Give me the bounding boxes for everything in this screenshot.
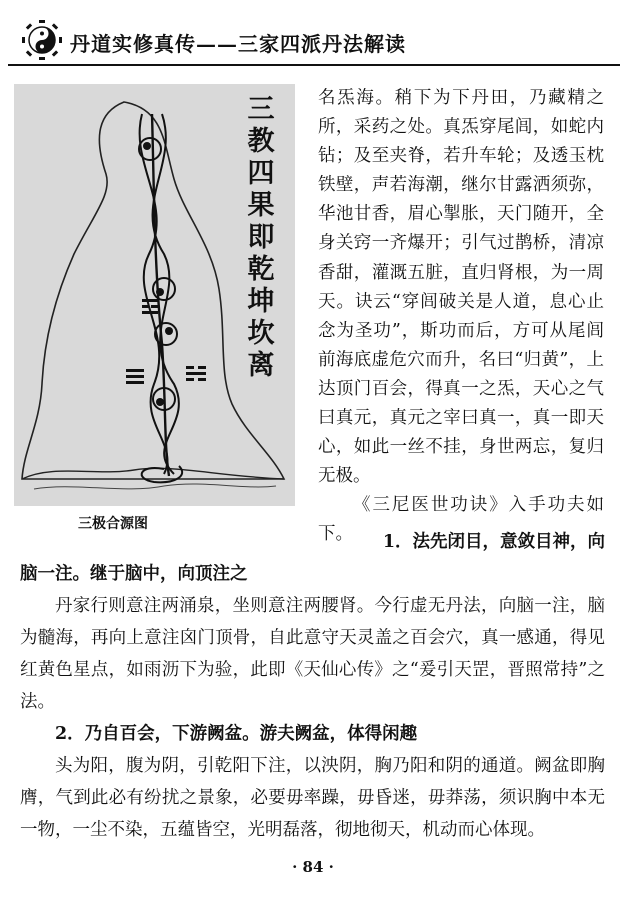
page-number: · 84 · [292,858,334,876]
taiji-icon [22,20,62,60]
point-1-title-line1: 1．法先闭目，意敛目神，向 [382,532,605,552]
header-divider [8,64,620,66]
intro-line: 《三尼医世功诀》入手功夫如下。 [318,495,604,545]
point-1-section [20,526,605,718]
point-2-title: 2．乃自百会，下游阙盆。游夫阙盆，体得闲趣 [55,724,418,744]
page-header-title: 丹道实修真传——三家四派丹法解读 [70,32,406,56]
point-2-body: 头为阳，腹为阴，引乾阳下注，以泱阴，胸乃阳和阴的通道。阙盆即胸膺，气到此必有纷扰之景象，必要毋率躁，毋昏迷，毋莽荡，须识胸中本无一物，一尘不染，五蕴皆空，光明磊落，彻地彻天，机动而心体现。 [20,756,605,840]
illustration-figure [14,84,295,506]
figure-vertical-text: 三教四果即乾坤坎离 [247,94,275,381]
side-column-text [318,84,604,550]
figure-caption: 三极合源图 [78,516,148,532]
side-paragraph: 名炁海。稍下为下丹田，乃藏精之所，采药之处。真炁穿尾闾，如蛇内钻；及至夹脊，若升车轮；及透玉枕铁壁，声若海潮，继尔甘露洒须弥，华池甘香，眉心掣胀，天门随开，全身关窍一齐爆开；引气过鹊桥，清凉香甜，灌溉五脏，直归肾根，为一周天。诀云“穿闾破关是人道，息心止念为圣功”，斯功而后，方可从尾闾前海底虚危穴而升，名曰“归黄”，上达顶门百会，得真一之炁，天心之气曰真元，真元之宰曰真一，真一即天心，如此一丝不挂，身世两忘，复归无极。 [318,88,604,487]
page-header [8,14,608,64]
point-2-section [20,718,605,846]
point-1-title-line2: 脑一注。继于脑中，向顶注之 [20,564,248,584]
point-1-body: 丹家行则意注两涌泉，坐则意注两腰肾。今行虚无丹法，向脑一注，脑为髓海，再向上意注囟门顶骨，自此意守天灵盖之百会穴，真一感通，得见红黄色星点，如雨沥下为验，此即《天仙心传》之“爰引天罡，晋照常持”之法。 [20,596,605,712]
